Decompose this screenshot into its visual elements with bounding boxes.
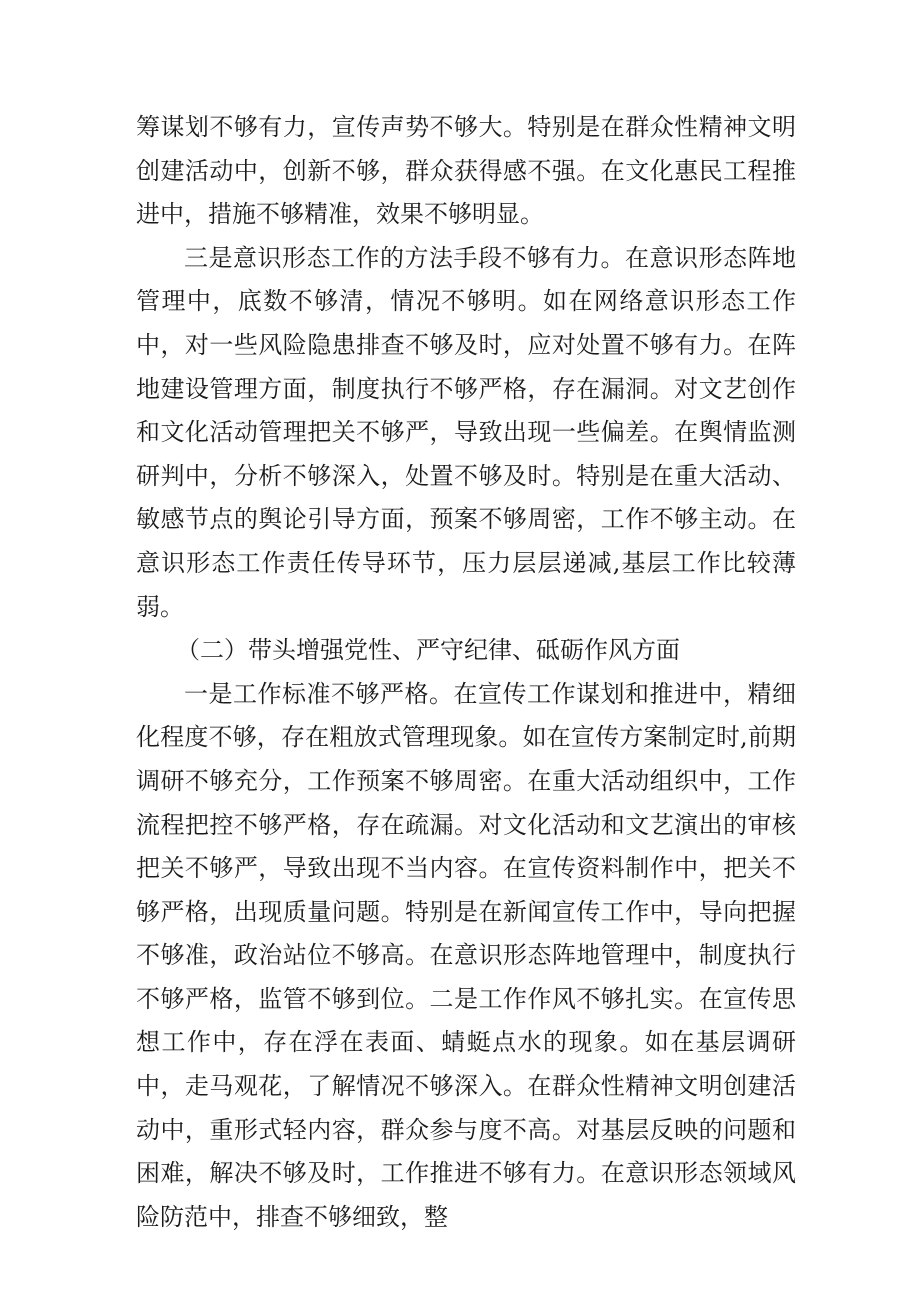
document-body: [136, 106, 796, 1239]
paragraph-work-standards: 一是工作标准不够严格。在宣传工作谋划和推进中，精细化程度不够，存在粗放式管理现象。如在宣传方案制定时,前期调研不够充分，工作预案不够周密。在重大活动组织中，工作流程把控不够严格，存在疏漏。对文化活动和文艺演出的审核把关不够严，导致出现不当内容。在宣传资料制作中，把关不够严格，出现质量问题。特别是在新闻宣传工作中，导向把握不够准，政治站位不够高。在意识形态阵地管理中，制度执行不够严格，监管不够到位。二是工作作风不够扎实。在宣传思想工作中，存在浮在表面、蜻蜓点水的现象。如在基层调研中，走马观花，了解情况不够深入。在群众性精神文明创建活动中，重形式轻内容，群众参与度不高。对基层反映的问题和困难，解决不够及时，工作推进不够有力。在意识形态领域风险防范中，排查不够细致，整: [136, 679, 796, 1231]
paragraph-ideology-methods: 三是意识形态工作的方法手段不够有力。在意识形态阵地管理中，底数不够清，情况不够明。如在网络意识形态工作中，对一些风险隐患排查不够及时，应对处置不够有力。在阵地建设管理方面，制度执行不够严格，存在漏洞。对文艺创作和文化活动管理把关不够严，导致出现一些偏差。在舆情监测研判中，分析不够深入，处置不够及时。特别是在重大活动、敏感节点的舆论引导方面，预案不够周密，工作不够主动。在意识形态工作责任传导环节，压力层层递减,基层工作比较薄弱。: [136, 243, 796, 621]
section-heading-2: （二）带头增强党性、严守纪律、砥砺作风方面: [176, 636, 680, 665]
paragraph-continuation: 筹谋划不够有力，宣传声势不够大。特别是在群众性精神文明创建活动中，创新不够，群众获得感不强。在文化惠民工程推进中，措施不够精准，效果不够明显。: [136, 113, 796, 229]
